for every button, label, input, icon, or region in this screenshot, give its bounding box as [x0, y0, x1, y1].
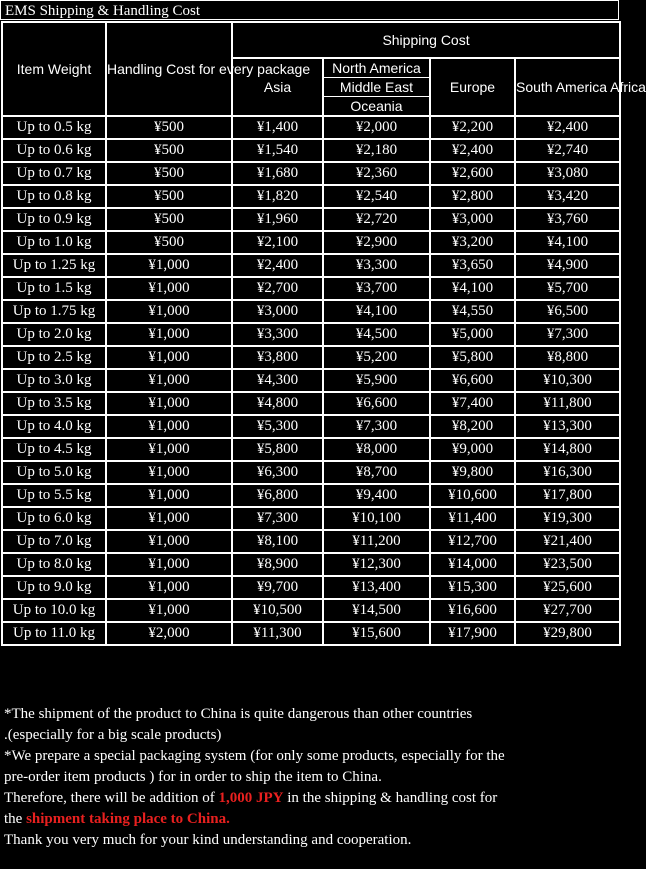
weight-cell: Up to 8.0 kg: [2, 553, 106, 576]
asia-rate-cell: ¥7,300: [232, 507, 323, 530]
north-america-rate-cell: ¥2,360: [323, 162, 430, 185]
europe-rate-cell: ¥3,650: [430, 254, 515, 277]
south-america-africa-rate-cell: ¥13,300: [515, 415, 620, 438]
asia-rate-cell: ¥6,300: [232, 461, 323, 484]
europe-rate-cell: ¥9,000: [430, 438, 515, 461]
handling-cost-cell: ¥1,000: [106, 507, 232, 530]
note-highlight-china: shipment taking place to China.: [26, 811, 230, 827]
asia-rate-cell: ¥2,100: [232, 231, 323, 254]
north-america-rate-cell: ¥7,300: [323, 415, 430, 438]
weight-cell: Up to 2.0 kg: [2, 323, 106, 346]
south-america-africa-rate-cell: ¥8,800: [515, 346, 620, 369]
north-america-rate-cell: ¥15,600: [323, 622, 430, 645]
rate-table-body: [2, 116, 620, 645]
north-america-rate-cell: ¥9,400: [323, 484, 430, 507]
south-america-africa-rate-cell: ¥3,080: [515, 162, 620, 185]
asia-rate-cell: ¥2,400: [232, 254, 323, 277]
table-row: [2, 576, 620, 599]
south-america-africa-rate-cell: ¥19,300: [515, 507, 620, 530]
europe-rate-cell: ¥11,400: [430, 507, 515, 530]
weight-cell: Up to 10.0 kg: [2, 599, 106, 622]
header-oceania: Oceania: [350, 98, 403, 114]
europe-rate-cell: ¥4,550: [430, 300, 515, 323]
south-america-africa-rate-cell: ¥7,300: [515, 323, 620, 346]
north-america-rate-cell: ¥2,720: [323, 208, 430, 231]
north-america-rate-cell: ¥14,500: [323, 599, 430, 622]
handling-cost-cell: ¥1,000: [106, 277, 232, 300]
handling-cost-cell: ¥1,000: [106, 530, 232, 553]
south-america-africa-rate-cell: ¥11,800: [515, 392, 620, 415]
south-america-africa-rate-cell: ¥4,900: [515, 254, 620, 277]
note-line: *We prepare a special packaging system (for only some products, especially for the: [4, 748, 505, 764]
asia-rate-cell: ¥1,820: [232, 185, 323, 208]
weight-cell: Up to 0.9 kg: [2, 208, 106, 231]
handling-cost-cell: ¥1,000: [106, 415, 232, 438]
south-america-africa-rate-cell: ¥6,500: [515, 300, 620, 323]
weight-cell: Up to 6.0 kg: [2, 507, 106, 530]
handling-cost-cell: ¥1,000: [106, 346, 232, 369]
handling-cost-cell: ¥1,000: [106, 323, 232, 346]
handling-cost-cell: ¥1,000: [106, 461, 232, 484]
table-row: [2, 392, 620, 415]
weight-cell: Up to 9.0 kg: [2, 576, 106, 599]
table-row: [2, 553, 620, 576]
europe-rate-cell: ¥16,600: [430, 599, 515, 622]
south-america-africa-rate-cell: ¥10,300: [515, 369, 620, 392]
europe-rate-cell: ¥10,600: [430, 484, 515, 507]
header-europe: Europe: [430, 58, 515, 116]
shipping-notes: [4, 704, 616, 851]
note-text: in the shipping & handling cost for: [283, 790, 498, 806]
weight-cell: Up to 5.0 kg: [2, 461, 106, 484]
europe-rate-cell: ¥2,800: [430, 185, 515, 208]
handling-cost-cell: ¥1,000: [106, 484, 232, 507]
north-america-rate-cell: ¥6,600: [323, 392, 430, 415]
asia-rate-cell: ¥6,800: [232, 484, 323, 507]
north-america-rate-cell: ¥12,300: [323, 553, 430, 576]
handling-cost-cell: ¥500: [106, 231, 232, 254]
note-line: [4, 788, 616, 809]
handling-cost-cell: ¥500: [106, 116, 232, 139]
weight-cell: Up to 1.0 kg: [2, 231, 106, 254]
asia-rate-cell: ¥4,800: [232, 392, 323, 415]
weight-cell: Up to 0.8 kg: [2, 185, 106, 208]
south-america-africa-rate-cell: ¥23,500: [515, 553, 620, 576]
asia-rate-cell: ¥11,300: [232, 622, 323, 645]
note-text: Therefore, there will be addition of: [4, 790, 219, 806]
north-america-rate-cell: ¥2,900: [323, 231, 430, 254]
south-america-africa-rate-cell: ¥2,740: [515, 139, 620, 162]
europe-rate-cell: ¥5,800: [430, 346, 515, 369]
europe-rate-cell: ¥2,600: [430, 162, 515, 185]
north-america-rate-cell: ¥5,200: [323, 346, 430, 369]
table-row: [2, 162, 620, 185]
table-row: [2, 415, 620, 438]
header-item-weight: Item Weight: [2, 22, 106, 116]
south-america-africa-rate-cell: ¥21,400: [515, 530, 620, 553]
table-row: [2, 231, 620, 254]
header-handling-cost: Handling Cost for every package: [106, 22, 232, 116]
weight-cell: Up to 4.0 kg: [2, 415, 106, 438]
asia-rate-cell: ¥3,300: [232, 323, 323, 346]
weight-cell: Up to 4.5 kg: [2, 438, 106, 461]
europe-rate-cell: ¥3,000: [430, 208, 515, 231]
note-highlight-amount: 1,000 JPY: [218, 790, 284, 806]
south-america-africa-rate-cell: ¥29,800: [515, 622, 620, 645]
table-row: [2, 208, 620, 231]
table-row: [2, 622, 620, 645]
north-america-rate-cell: ¥8,700: [323, 461, 430, 484]
table-row: [2, 346, 620, 369]
header-north-america-middle-east-oceania: [323, 58, 430, 116]
header-middle-east: Middle East: [324, 78, 429, 97]
south-america-africa-rate-cell: ¥3,420: [515, 185, 620, 208]
europe-rate-cell: ¥14,000: [430, 553, 515, 576]
weight-cell: Up to 0.5 kg: [2, 116, 106, 139]
europe-rate-cell: ¥15,300: [430, 576, 515, 599]
europe-rate-cell: ¥12,700: [430, 530, 515, 553]
europe-rate-cell: ¥8,200: [430, 415, 515, 438]
europe-rate-cell: ¥5,000: [430, 323, 515, 346]
south-america-africa-rate-cell: ¥25,600: [515, 576, 620, 599]
weight-cell: Up to 3.5 kg: [2, 392, 106, 415]
table-row: [2, 599, 620, 622]
table-row: [2, 254, 620, 277]
europe-rate-cell: ¥7,400: [430, 392, 515, 415]
header-north-america: North America: [324, 59, 429, 78]
note-line: .(especially for a big scale products): [4, 727, 222, 743]
asia-rate-cell: ¥3,800: [232, 346, 323, 369]
note-line: Thank you very much for your kind understanding and cooperation.: [4, 832, 412, 848]
note-line: *The shipment of the product to China is quite dangerous than other countries: [4, 706, 473, 722]
europe-rate-cell: ¥3,200: [430, 231, 515, 254]
note-line: pre-order item products ) for in order to ship the item to China.: [4, 769, 382, 785]
north-america-rate-cell: ¥3,700: [323, 277, 430, 300]
weight-cell: Up to 3.0 kg: [2, 369, 106, 392]
weight-cell: Up to 1.5 kg: [2, 277, 106, 300]
asia-rate-cell: ¥1,680: [232, 162, 323, 185]
handling-cost-cell: ¥500: [106, 185, 232, 208]
asia-rate-cell: ¥2,700: [232, 277, 323, 300]
weight-cell: Up to 5.5 kg: [2, 484, 106, 507]
handling-cost-cell: ¥1,000: [106, 438, 232, 461]
europe-rate-cell: ¥9,800: [430, 461, 515, 484]
europe-rate-cell: ¥2,200: [430, 116, 515, 139]
asia-rate-cell: ¥5,300: [232, 415, 323, 438]
south-america-africa-rate-cell: ¥16,300: [515, 461, 620, 484]
weight-cell: Up to 2.5 kg: [2, 346, 106, 369]
north-america-rate-cell: ¥2,000: [323, 116, 430, 139]
south-america-africa-rate-cell: ¥17,800: [515, 484, 620, 507]
handling-cost-cell: ¥1,000: [106, 553, 232, 576]
note-text: the: [4, 811, 27, 827]
handling-cost-cell: ¥500: [106, 139, 232, 162]
table-row: [2, 116, 620, 139]
europe-rate-cell: ¥2,400: [430, 139, 515, 162]
shipping-rate-table: [1, 21, 646, 646]
page-title: EMS Shipping & Handling Cost: [0, 0, 619, 20]
weight-cell: Up to 7.0 kg: [2, 530, 106, 553]
europe-rate-cell: ¥17,900: [430, 622, 515, 645]
asia-rate-cell: ¥8,900: [232, 553, 323, 576]
south-america-africa-rate-cell: ¥5,700: [515, 277, 620, 300]
north-america-rate-cell: ¥4,500: [323, 323, 430, 346]
asia-rate-cell: ¥10,500: [232, 599, 323, 622]
europe-rate-cell: ¥6,600: [430, 369, 515, 392]
table-row: [2, 438, 620, 461]
handling-cost-cell: ¥1,000: [106, 392, 232, 415]
handling-cost-cell: ¥1,000: [106, 369, 232, 392]
south-america-africa-rate-cell: ¥27,700: [515, 599, 620, 622]
weight-cell: Up to 0.6 kg: [2, 139, 106, 162]
table-row: [2, 323, 620, 346]
asia-rate-cell: ¥5,800: [232, 438, 323, 461]
north-america-rate-cell: ¥3,300: [323, 254, 430, 277]
asia-rate-cell: ¥1,960: [232, 208, 323, 231]
north-america-rate-cell: ¥5,900: [323, 369, 430, 392]
north-america-rate-cell: ¥11,200: [323, 530, 430, 553]
table-row: [2, 369, 620, 392]
header-asia: Asia: [232, 58, 323, 116]
north-america-rate-cell: ¥2,540: [323, 185, 430, 208]
south-america-africa-rate-cell: ¥2,400: [515, 116, 620, 139]
north-america-rate-cell: ¥8,000: [323, 438, 430, 461]
handling-cost-cell: ¥500: [106, 162, 232, 185]
south-america-africa-rate-cell: ¥14,800: [515, 438, 620, 461]
weight-cell: Up to 1.25 kg: [2, 254, 106, 277]
header-shipping-cost: Shipping Cost: [232, 22, 620, 58]
south-america-africa-rate-cell: ¥4,100: [515, 231, 620, 254]
asia-rate-cell: ¥4,300: [232, 369, 323, 392]
north-america-rate-cell: ¥13,400: [323, 576, 430, 599]
asia-rate-cell: ¥1,540: [232, 139, 323, 162]
north-america-rate-cell: ¥2,180: [323, 139, 430, 162]
table-row: [2, 300, 620, 323]
handling-cost-cell: ¥500: [106, 208, 232, 231]
table-row: [2, 530, 620, 553]
weight-cell: Up to 0.7 kg: [2, 162, 106, 185]
handling-cost-cell: ¥1,000: [106, 599, 232, 622]
handling-cost-cell: ¥1,000: [106, 300, 232, 323]
table-row: [2, 185, 620, 208]
note-line: [4, 809, 616, 830]
north-america-rate-cell: ¥10,100: [323, 507, 430, 530]
table-row: [2, 139, 620, 162]
asia-rate-cell: ¥8,100: [232, 530, 323, 553]
header-south-america-africa: South America Africa: [515, 58, 620, 116]
asia-rate-cell: ¥1,400: [232, 116, 323, 139]
asia-rate-cell: ¥9,700: [232, 576, 323, 599]
table-row: [2, 277, 620, 300]
weight-cell: Up to 1.75 kg: [2, 300, 106, 323]
europe-rate-cell: ¥4,100: [430, 277, 515, 300]
handling-cost-cell: ¥1,000: [106, 576, 232, 599]
table-row: [2, 461, 620, 484]
south-america-africa-rate-cell: ¥3,760: [515, 208, 620, 231]
table-row: [2, 484, 620, 507]
handling-cost-cell: ¥2,000: [106, 622, 232, 645]
north-america-rate-cell: ¥4,100: [323, 300, 430, 323]
table-row: [2, 507, 620, 530]
handling-cost-cell: ¥1,000: [106, 254, 232, 277]
weight-cell: Up to 11.0 kg: [2, 622, 106, 645]
asia-rate-cell: ¥3,000: [232, 300, 323, 323]
